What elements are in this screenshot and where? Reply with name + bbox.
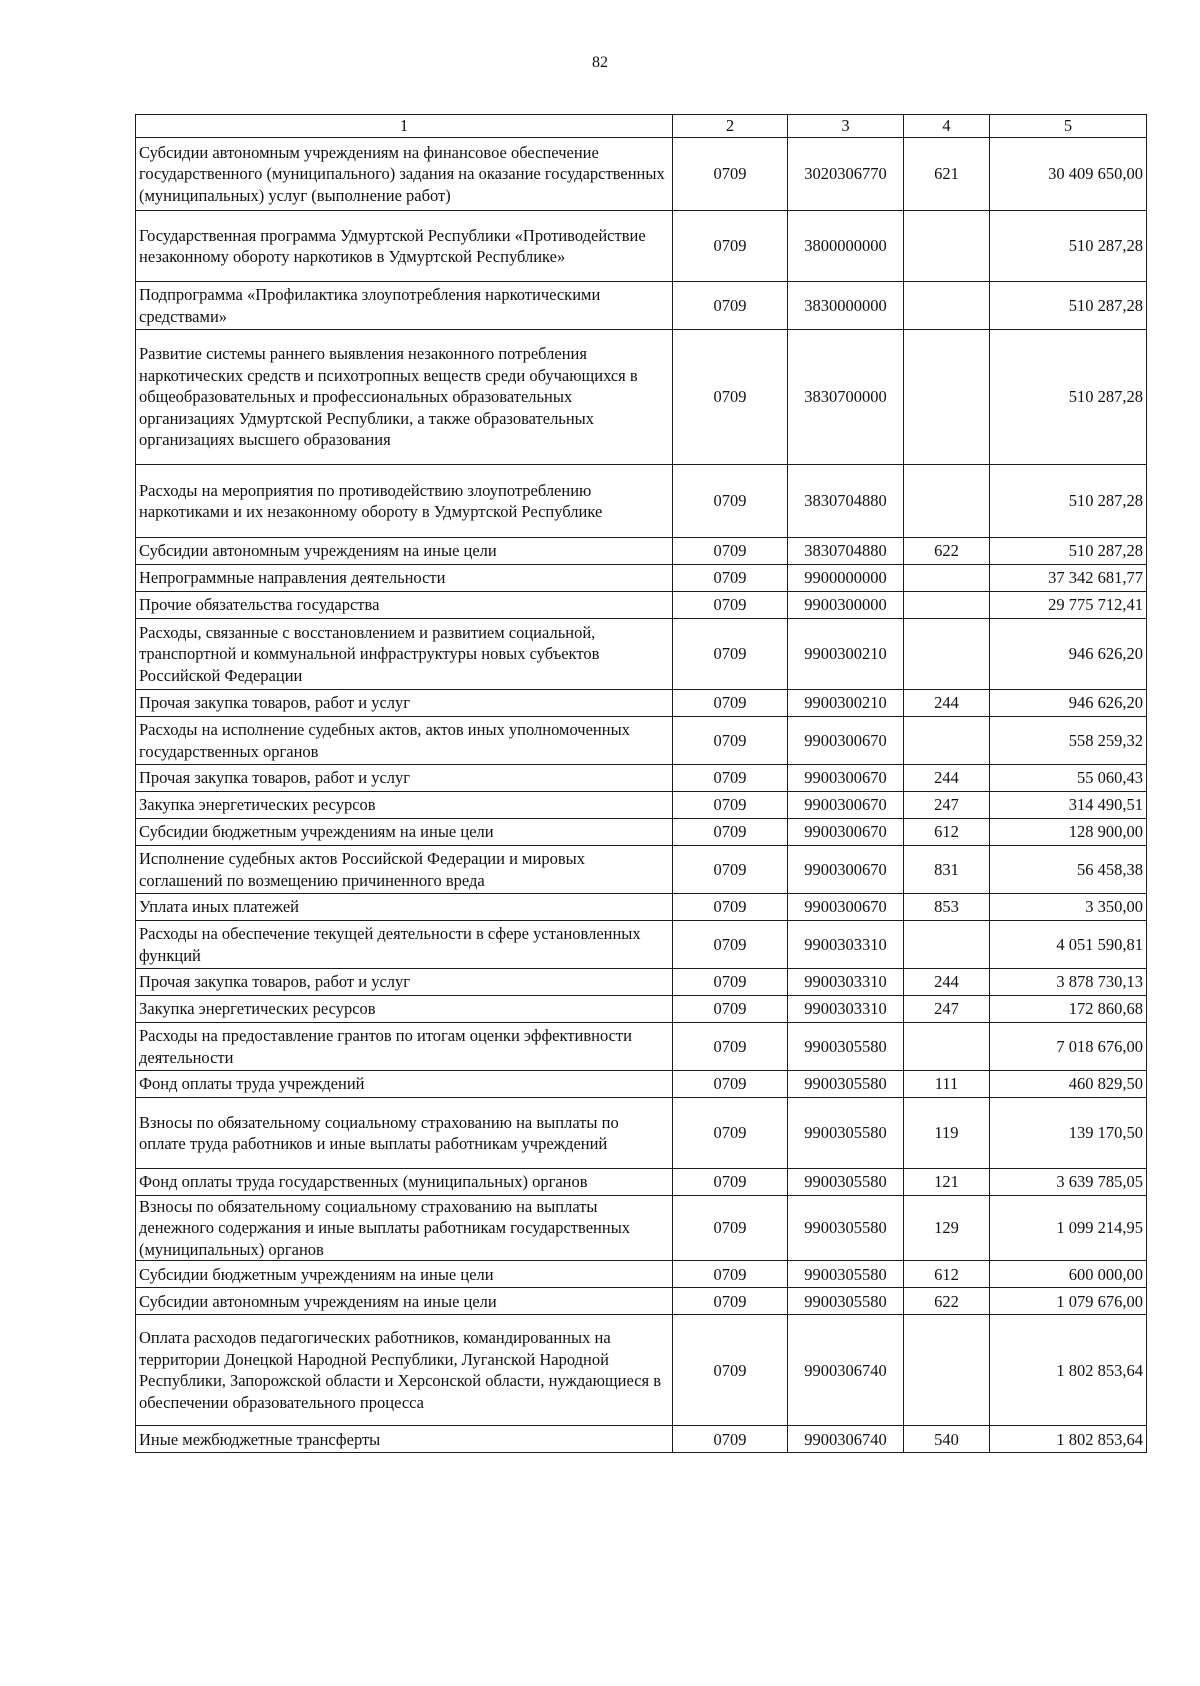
- column-header-amount: 5: [990, 115, 1147, 138]
- row-amount: 946 626,20: [990, 619, 1147, 690]
- row-target-code: 9900300670: [788, 765, 904, 792]
- row-target-code: 9900300000: [788, 592, 904, 619]
- table-row: [136, 690, 1147, 717]
- table-row: [136, 282, 1147, 330]
- table-header-row: [136, 115, 1147, 138]
- page-number: 82: [592, 54, 608, 71]
- row-name: Субсидии автономным учреждениям на иные цели: [136, 538, 673, 565]
- column-header-name: 1: [136, 115, 673, 138]
- row-expense-type: 622: [904, 538, 990, 565]
- row-section: 0709: [673, 765, 788, 792]
- row-target-code: 9900300670: [788, 717, 904, 765]
- row-amount: 510 287,28: [990, 282, 1147, 330]
- row-name: Развитие системы раннего выявления незаконного потребления наркотических средств и психотропных веществ среди обучающихся в общеобразовательных и профессиональных образовательных организациях Удмуртской Республики, а также образовательных организациях высшего образования: [136, 330, 673, 465]
- row-section: 0709: [673, 1169, 788, 1196]
- row-expense-type: [904, 717, 990, 765]
- row-amount: 1 802 853,64: [990, 1426, 1147, 1453]
- row-expense-type: 540: [904, 1426, 990, 1453]
- row-amount: 4 051 590,81: [990, 921, 1147, 969]
- row-target-code: 9900300670: [788, 792, 904, 819]
- row-expense-type: 831: [904, 846, 990, 894]
- row-target-code: 9900305580: [788, 1071, 904, 1098]
- row-name: Прочая закупка товаров, работ и услуг: [136, 969, 673, 996]
- table-row: [136, 792, 1147, 819]
- row-amount: 558 259,32: [990, 717, 1147, 765]
- row-target-code: 9900303310: [788, 996, 904, 1023]
- row-amount: 7 018 676,00: [990, 1023, 1147, 1071]
- row-section: 0709: [673, 969, 788, 996]
- table-row: [136, 211, 1147, 282]
- column-header-expense-type: 4: [904, 115, 990, 138]
- row-target-code: 9900305580: [788, 1023, 904, 1071]
- row-amount: 3 639 785,05: [990, 1169, 1147, 1196]
- row-section: 0709: [673, 792, 788, 819]
- row-name: Иные межбюджетные трансферты: [136, 1426, 673, 1453]
- row-section: 0709: [673, 1071, 788, 1098]
- row-expense-type: [904, 565, 990, 592]
- row-target-code: 9900303310: [788, 921, 904, 969]
- row-amount: 510 287,28: [990, 465, 1147, 538]
- row-target-code: 3800000000: [788, 211, 904, 282]
- table-row: [136, 592, 1147, 619]
- row-amount: 37 342 681,77: [990, 565, 1147, 592]
- row-name: Субсидии бюджетным учреждениям на иные цели: [136, 1261, 673, 1288]
- row-section: 0709: [673, 1426, 788, 1453]
- row-target-code: 9900305580: [788, 1196, 904, 1261]
- table-row: [136, 921, 1147, 969]
- row-name: Закупка энергетических ресурсов: [136, 792, 673, 819]
- row-name: Оплата расходов педагогических работников, командированных на территории Донецкой Народной Республики, Луганской Народной Республики, Запорожской области и Херсонской области, нуждающиеся в обеспечении образовательного процесса: [136, 1315, 673, 1426]
- row-amount: 30 409 650,00: [990, 138, 1147, 211]
- row-amount: 3 350,00: [990, 894, 1147, 921]
- table-row: [136, 717, 1147, 765]
- row-target-code: 9900300210: [788, 690, 904, 717]
- row-target-code: 9900303310: [788, 969, 904, 996]
- row-amount: 510 287,28: [990, 538, 1147, 565]
- row-expense-type: [904, 282, 990, 330]
- row-name: Субсидии автономным учреждениям на финансовое обеспечение государственного (муниципального) задания на оказание государственных (муниципальных) услуг (выполнение работ): [136, 138, 673, 211]
- row-name: Расходы на исполнение судебных актов, актов иных уполномоченных государственных органов: [136, 717, 673, 765]
- row-target-code: 9900305580: [788, 1098, 904, 1169]
- row-target-code: 9900300670: [788, 819, 904, 846]
- row-amount: 128 900,00: [990, 819, 1147, 846]
- table-row: [136, 138, 1147, 211]
- row-name: Фонд оплаты труда государственных (муниципальных) органов: [136, 1169, 673, 1196]
- row-expense-type: [904, 921, 990, 969]
- row-section: 0709: [673, 282, 788, 330]
- row-expense-type: 244: [904, 765, 990, 792]
- row-expense-type: [904, 619, 990, 690]
- table-row: [136, 1315, 1147, 1426]
- row-amount: 946 626,20: [990, 690, 1147, 717]
- row-section: 0709: [673, 921, 788, 969]
- row-section: 0709: [673, 1098, 788, 1169]
- row-target-code: 9900300670: [788, 846, 904, 894]
- row-amount: 460 829,50: [990, 1071, 1147, 1098]
- row-section: 0709: [673, 330, 788, 465]
- row-target-code: 9900305580: [788, 1169, 904, 1196]
- row-expense-type: [904, 330, 990, 465]
- table-row: [136, 846, 1147, 894]
- row-amount: 3 878 730,13: [990, 969, 1147, 996]
- row-amount: 1 099 214,95: [990, 1196, 1147, 1261]
- row-name: Государственная программа Удмуртской Республики «Противодействие незаконному обороту наркотиков в Удмуртской Республике»: [136, 211, 673, 282]
- row-name: Прочие обязательства государства: [136, 592, 673, 619]
- table-row: [136, 330, 1147, 465]
- row-amount: 510 287,28: [990, 330, 1147, 465]
- row-expense-type: 111: [904, 1071, 990, 1098]
- row-expense-type: [904, 465, 990, 538]
- row-section: 0709: [673, 690, 788, 717]
- row-target-code: 9900000000: [788, 565, 904, 592]
- row-expense-type: 247: [904, 996, 990, 1023]
- row-expense-type: 129: [904, 1196, 990, 1261]
- table-row: [136, 1426, 1147, 1453]
- row-section: 0709: [673, 1196, 788, 1261]
- row-name: Расходы на обеспечение текущей деятельности в сфере установленных функций: [136, 921, 673, 969]
- row-expense-type: 121: [904, 1169, 990, 1196]
- row-section: 0709: [673, 717, 788, 765]
- row-name: Расходы, связанные с восстановлением и развитием социальной, транспортной и коммунальной инфраструктуры новых субъектов Российской Федерации: [136, 619, 673, 690]
- row-expense-type: 119: [904, 1098, 990, 1169]
- row-name: Расходы на предоставление грантов по итогам оценки эффективности деятельности: [136, 1023, 673, 1071]
- row-expense-type: 853: [904, 894, 990, 921]
- row-target-code: 9900306740: [788, 1315, 904, 1426]
- row-amount: 1 079 676,00: [990, 1288, 1147, 1315]
- row-expense-type: 622: [904, 1288, 990, 1315]
- row-name: Подпрограмма «Профилактика злоупотребления наркотическими средствами»: [136, 282, 673, 330]
- table-row: [136, 996, 1147, 1023]
- row-target-code: 9900306740: [788, 1426, 904, 1453]
- row-name: Субсидии автономным учреждениям на иные цели: [136, 1288, 673, 1315]
- row-expense-type: [904, 1023, 990, 1071]
- row-section: 0709: [673, 894, 788, 921]
- row-amount: 510 287,28: [990, 211, 1147, 282]
- row-amount: 314 490,51: [990, 792, 1147, 819]
- table-row: [136, 894, 1147, 921]
- row-expense-type: [904, 1315, 990, 1426]
- row-section: 0709: [673, 619, 788, 690]
- row-target-code: 3830704880: [788, 465, 904, 538]
- table-row: [136, 538, 1147, 565]
- row-target-code: 9900300670: [788, 894, 904, 921]
- table-row: [136, 1196, 1147, 1261]
- row-name: Закупка энергетических ресурсов: [136, 996, 673, 1023]
- row-name: Прочая закупка товаров, работ и услуг: [136, 765, 673, 792]
- row-name: Субсидии бюджетным учреждениям на иные цели: [136, 819, 673, 846]
- row-section: 0709: [673, 996, 788, 1023]
- row-expense-type: [904, 592, 990, 619]
- row-name: Расходы на мероприятия по противодействию злоупотреблению наркотиками и их незаконному обороту в Удмуртской Республике: [136, 465, 673, 538]
- row-amount: 56 458,38: [990, 846, 1147, 894]
- row-expense-type: 612: [904, 819, 990, 846]
- row-expense-type: 621: [904, 138, 990, 211]
- row-target-code: 3830700000: [788, 330, 904, 465]
- row-section: 0709: [673, 211, 788, 282]
- row-section: 0709: [673, 1261, 788, 1288]
- table-row: [136, 1169, 1147, 1196]
- row-amount: 1 802 853,64: [990, 1315, 1147, 1426]
- table-row: [136, 1098, 1147, 1169]
- table-row: [136, 1023, 1147, 1071]
- table-row: [136, 1261, 1147, 1288]
- row-section: 0709: [673, 1288, 788, 1315]
- row-expense-type: 247: [904, 792, 990, 819]
- table-row: [136, 619, 1147, 690]
- row-name: Взносы по обязательному социальному страхованию на выплаты денежного содержания и иные выплаты работникам государственных (муниципальных) органов: [136, 1196, 673, 1261]
- row-name: Прочая закупка товаров, работ и услуг: [136, 690, 673, 717]
- row-target-code: 3830704880: [788, 538, 904, 565]
- row-section: 0709: [673, 1023, 788, 1071]
- table-row: [136, 465, 1147, 538]
- row-section: 0709: [673, 1315, 788, 1426]
- row-amount: 172 860,68: [990, 996, 1147, 1023]
- row-section: 0709: [673, 538, 788, 565]
- row-expense-type: 244: [904, 969, 990, 996]
- row-target-code: 3020306770: [788, 138, 904, 211]
- row-name: Фонд оплаты труда учреждений: [136, 1071, 673, 1098]
- table-row: [136, 969, 1147, 996]
- row-expense-type: 612: [904, 1261, 990, 1288]
- row-target-code: 9900300210: [788, 619, 904, 690]
- row-expense-type: 244: [904, 690, 990, 717]
- row-expense-type: [904, 211, 990, 282]
- row-name: Уплата иных платежей: [136, 894, 673, 921]
- row-target-code: 3830000000: [788, 282, 904, 330]
- column-header-target-code: 3: [788, 115, 904, 138]
- row-section: 0709: [673, 465, 788, 538]
- row-amount: 600 000,00: [990, 1261, 1147, 1288]
- row-target-code: 9900305580: [788, 1261, 904, 1288]
- row-name: Исполнение судебных актов Российской Федерации и мировых соглашений по возмещению причиненного вреда: [136, 846, 673, 894]
- budget-table: [135, 114, 1147, 1453]
- row-section: 0709: [673, 138, 788, 211]
- table-row: [136, 1288, 1147, 1315]
- table-row: [136, 819, 1147, 846]
- row-target-code: 9900305580: [788, 1288, 904, 1315]
- row-amount: 139 170,50: [990, 1098, 1147, 1169]
- table-row: [136, 1071, 1147, 1098]
- row-section: 0709: [673, 846, 788, 894]
- row-name: Непрограммные направления деятельности: [136, 565, 673, 592]
- table-row: [136, 565, 1147, 592]
- column-header-section: 2: [673, 115, 788, 138]
- row-amount: 55 060,43: [990, 765, 1147, 792]
- row-section: 0709: [673, 819, 788, 846]
- row-name: Взносы по обязательному социальному страхованию на выплаты по оплате труда работников и иные выплаты работникам учреждений: [136, 1098, 673, 1169]
- row-amount: 29 775 712,41: [990, 592, 1147, 619]
- row-section: 0709: [673, 565, 788, 592]
- table-row: [136, 765, 1147, 792]
- row-section: 0709: [673, 592, 788, 619]
